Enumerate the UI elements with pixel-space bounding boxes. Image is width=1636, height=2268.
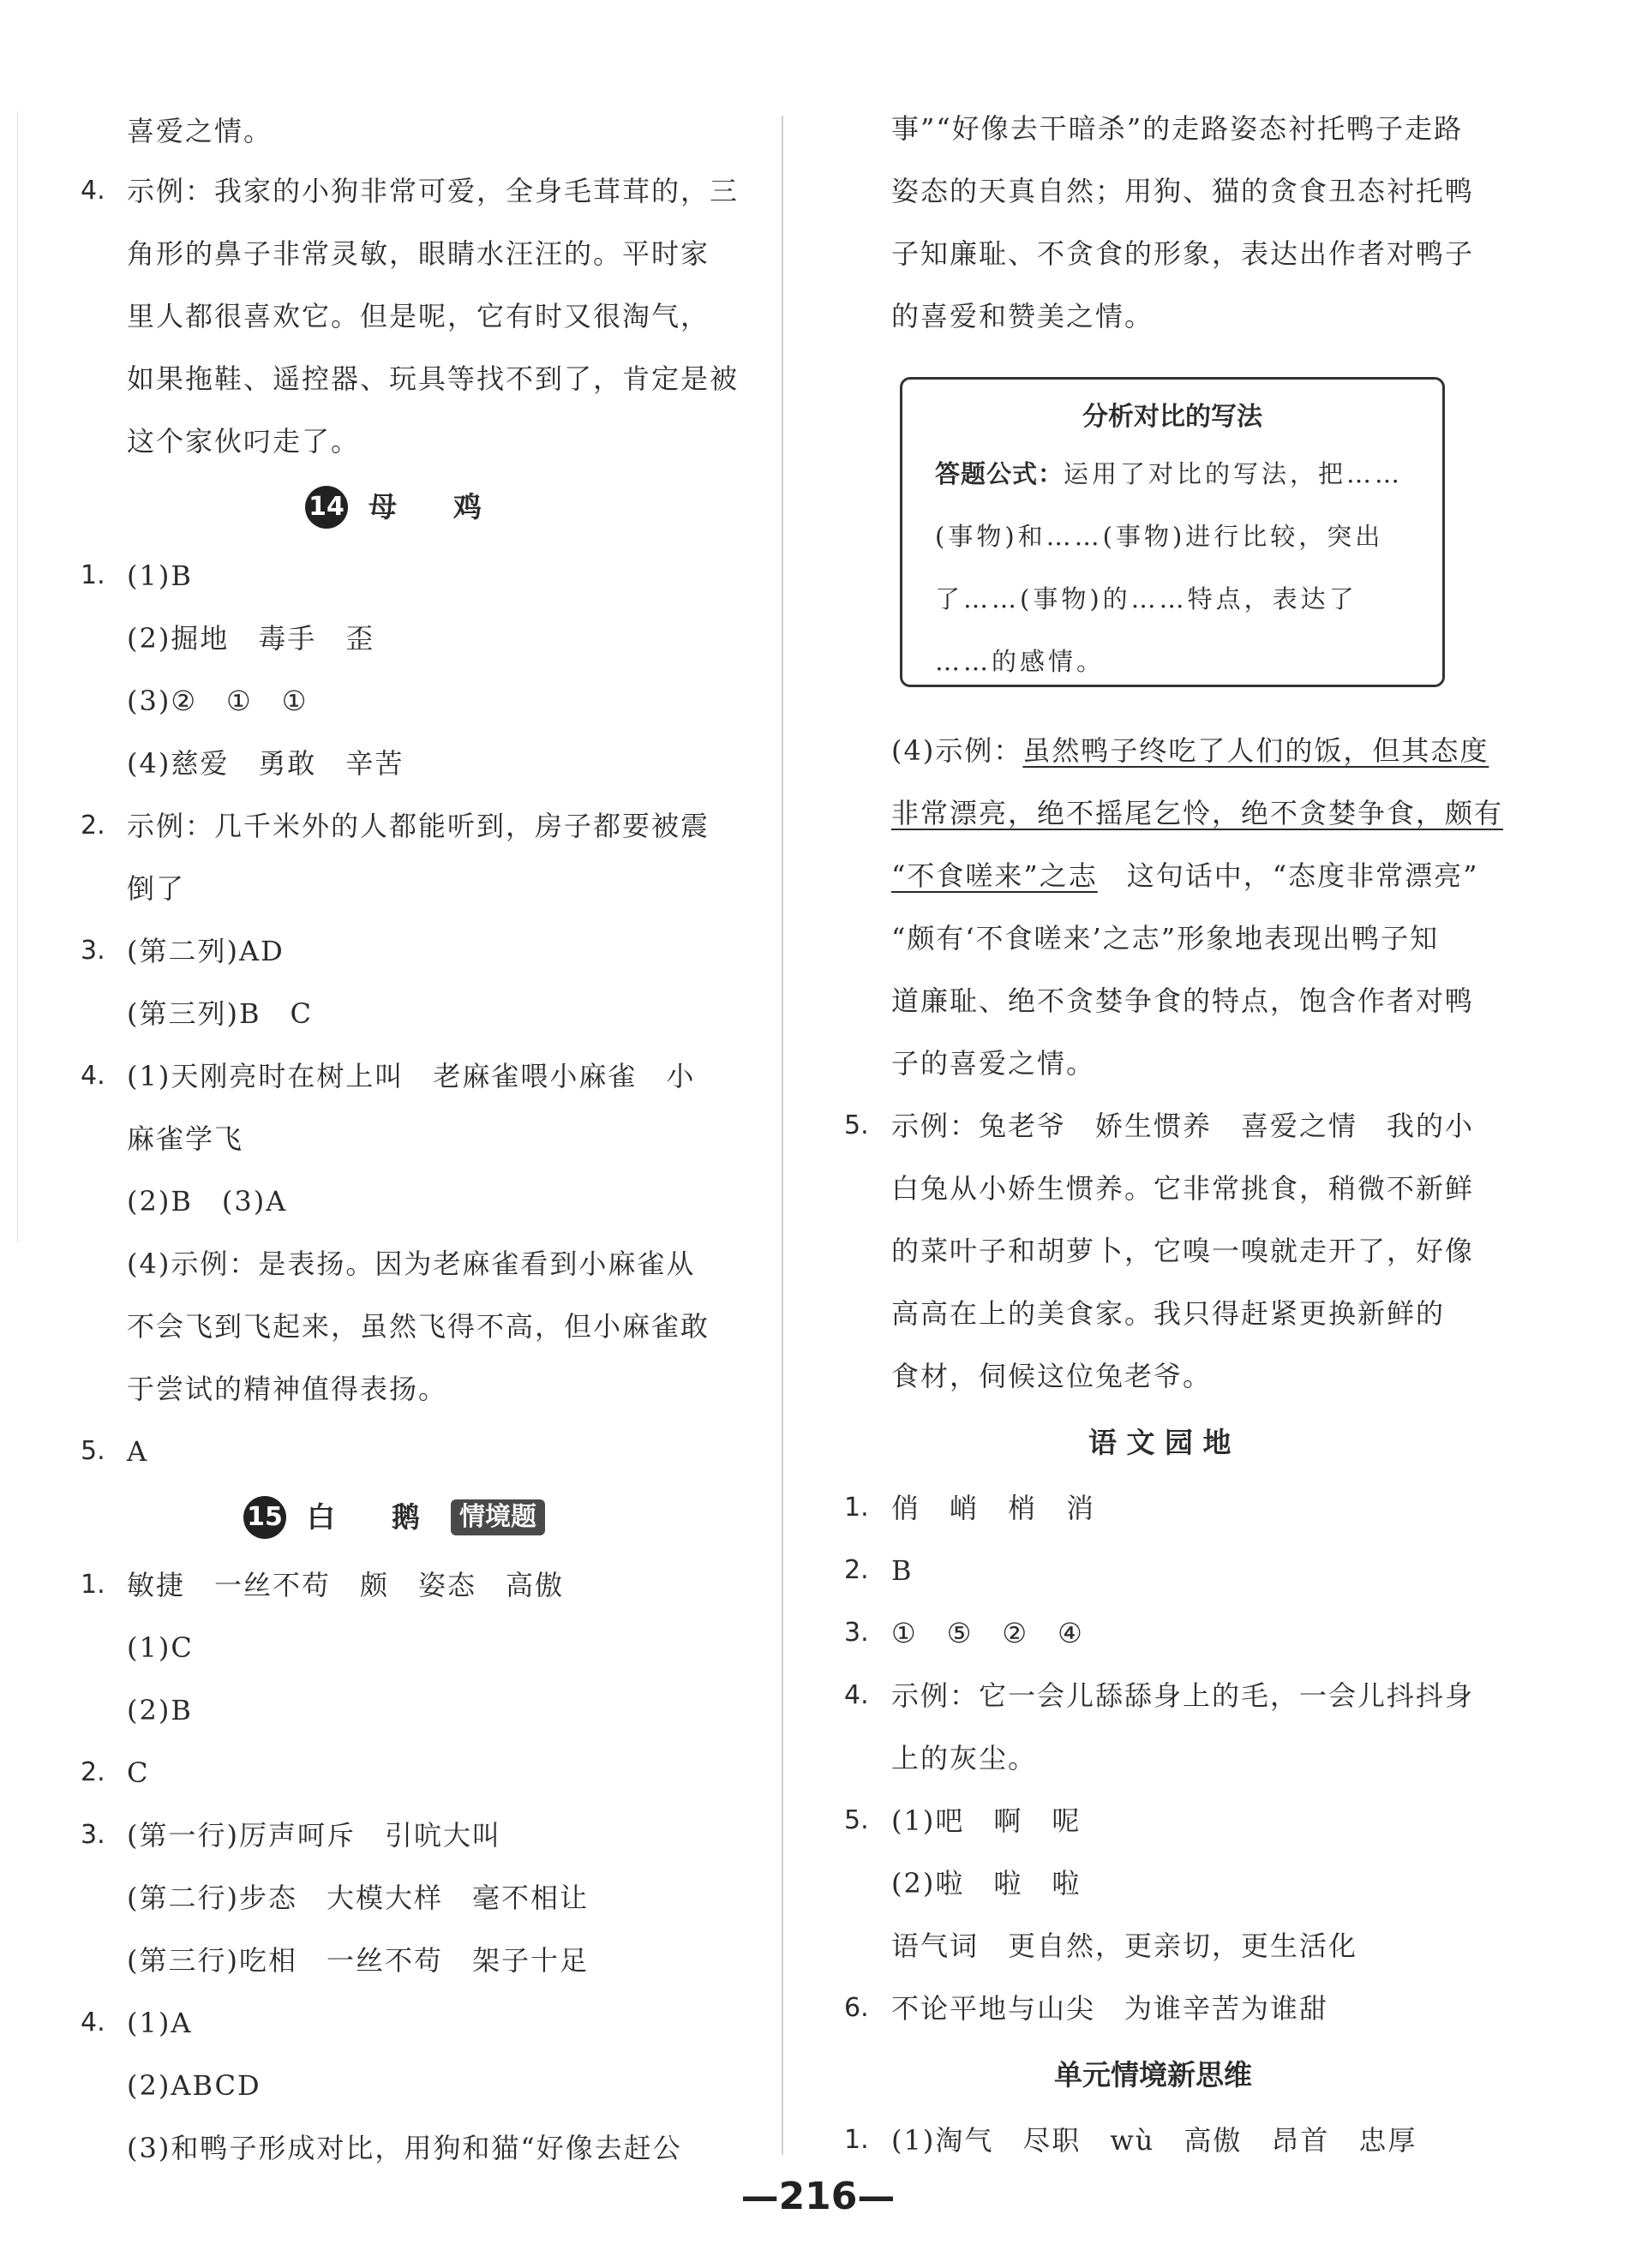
text-line: 食材，伺候这位兔老爷。 — [891, 1360, 1213, 1392]
formula-text: 运用了对比的写法，把…… — [1064, 459, 1404, 488]
text-line: 示例：兔老爷 娇生惯养 喜爱之情 我的小 — [891, 1110, 1475, 1142]
question-number: 6. — [844, 1993, 869, 2023]
text-line: 这个家伙叼走了。 — [127, 425, 361, 458]
text-line: (2)啦 啦 啦 — [891, 1867, 1082, 1900]
text-line: 不会飞到飞起来，虽然飞得不高，但小麻雀敢 — [127, 1310, 710, 1343]
text-line: (2)B (3)A — [127, 1185, 288, 1218]
question-number: 3. — [81, 1820, 105, 1850]
question-number: 4. — [844, 1680, 869, 1710]
text-line: (第三列)B C — [127, 997, 313, 1030]
text-line: 上的灰尘。 — [891, 1742, 1038, 1774]
text-line: (第二列)AD — [127, 935, 285, 967]
text-line: (2)ABCD — [127, 2069, 261, 2102]
text-line: 高高在上的美食家。我只得赶紧更换新鲜的 — [891, 1297, 1446, 1330]
text-line: 子的喜爱之情。 — [891, 1047, 1096, 1080]
underlined-sentence: 虽然鸭子终吃了人们的饭，但其态度 — [1022, 734, 1489, 767]
lesson-number-badge: 15 — [243, 1496, 286, 1539]
text-line: 角形的鼻子非常灵敏，眼睛水汪汪的。平时家 — [127, 237, 710, 270]
text-line: 敏捷 一丝不苟 颇 姿态 高傲 — [127, 1569, 565, 1601]
text-line: (1)B — [127, 560, 193, 592]
text-line: (3)和鸭子形成对比，用狗和猫“好像去赶公 — [127, 2132, 682, 2164]
section-title: 单元情境新思维 — [1054, 2058, 1252, 2091]
question-number: 3. — [81, 936, 105, 966]
section-title: 语 文 园 地 — [1088, 1426, 1231, 1459]
text-line: B — [891, 1554, 914, 1587]
tip-box-line: ……的感情。 — [935, 647, 1106, 676]
text-line: (1)A — [127, 2007, 193, 2039]
text-line: (2)掘地 毒手 歪 — [127, 622, 375, 655]
tip-box-line: (事物)和……(事物)进行比较，突出 — [935, 522, 1384, 551]
text-line: 示例：几千米外的人都能听到，房子都要被震 — [127, 810, 710, 842]
text-line: (1)淘气 尽职 wù 高傲 昂首 忠厚 — [891, 2124, 1417, 2157]
text-line: 示例：它一会儿舔舔身上的毛，一会儿抖抖身 — [891, 1679, 1475, 1712]
question-number: 5. — [81, 1436, 105, 1466]
text-line: (1)天刚亮时在树上叫 老麻雀喂小麻雀 小 — [127, 1060, 696, 1092]
text-line: 语气词 更自然，更亲切，更生活化 — [891, 1930, 1358, 1962]
question-number: 5. — [844, 1110, 869, 1140]
text-line: C — [127, 1756, 150, 1789]
scenario-question-tag: 情境题 — [451, 1499, 545, 1535]
answer-prefix: (4)示例： — [891, 734, 1023, 767]
text-line: 白兔从小娇生惯养。它非常挑食，稍微不新鲜 — [891, 1172, 1475, 1205]
text-line: 的喜爱和赞美之情。 — [891, 300, 1154, 332]
text-line: “颇有‘不食嗟来’之志”形象地表现出鸭子知 — [891, 922, 1440, 954]
question-number: 1. — [81, 1570, 105, 1600]
text-line: 的菜叶子和胡萝卜，它嗅一嗅就走开了，好像 — [891, 1235, 1475, 1267]
text-line: (4)示例：是表扬。因为老麻雀看到小麻雀从 — [127, 1248, 696, 1280]
question-number: 1. — [81, 560, 105, 590]
question-number: 1. — [844, 1493, 869, 1523]
text-line: 子知廉耻、不贪食的形象，表达出作者对鸭子 — [891, 237, 1475, 270]
text-line: ① ⑤ ② ④ — [891, 1617, 1084, 1649]
text-line: (2)B — [127, 1694, 193, 1726]
text-line — [891, 796, 1503, 830]
text-line: 不论平地与山尖 为谁辛苦为谁甜 — [891, 1992, 1329, 2025]
formula-label: 答题公式： — [935, 459, 1064, 488]
text-line: 事”“好像去干暗杀”的走路姿态衬托鸭子走路 — [891, 112, 1464, 145]
question-number: 2. — [81, 811, 105, 841]
lesson-title: 母 鸡 — [369, 490, 482, 524]
text-line: 道廉耻、绝不贪婪争食的特点，饱含作者对鸭 — [891, 984, 1475, 1017]
text-span: 这句话中，“态度非常漂亮” — [1097, 859, 1479, 892]
question-number: 5. — [844, 1805, 869, 1835]
question-number: 2. — [844, 1555, 869, 1585]
text-line: (1)吧 啊 呢 — [891, 1804, 1082, 1837]
lesson-title: 白 鹅 — [307, 1500, 420, 1534]
text-line — [891, 733, 1489, 768]
text-line: (第一行)厉声呵斥 引吭大叫 — [127, 1819, 501, 1852]
method-tip-box — [900, 377, 1445, 687]
page-number: —216— — [740, 2175, 896, 2218]
text-line — [891, 859, 1478, 893]
question-number: 4. — [81, 1061, 105, 1091]
text-line: 于尝试的精神值得表扬。 — [127, 1373, 448, 1405]
text-line: (第三行)吃相 一丝不苟 架子十足 — [127, 1944, 589, 1977]
margin-rule — [17, 111, 18, 1242]
underlined-sentence: 非常漂亮，绝不摇尾乞怜，绝不贪婪争食，颇有 — [891, 797, 1504, 829]
tip-box-line: 了……(事物)的……特点，表达了 — [935, 584, 1357, 613]
question-number: 4. — [81, 176, 105, 206]
text-line: 麻雀学飞 — [127, 1122, 244, 1155]
text-line: (第二行)步态 大模大样 毫不相让 — [127, 1882, 589, 1914]
text-line: (4)慈爱 勇敢 辛苦 — [127, 747, 405, 780]
text-line: A — [127, 1435, 149, 1468]
text-line: (1)C — [127, 1631, 194, 1664]
text-line: 如果拖鞋、遥控器、玩具等找不到了，肯定是被 — [127, 362, 740, 395]
text-line: 倒了 — [127, 872, 186, 905]
tip-box-line — [935, 457, 1403, 491]
question-number: 2. — [81, 1757, 105, 1787]
text-line: 示例：我家的小狗非常可爱，全身毛茸茸的，三 — [127, 175, 740, 207]
column-divider — [782, 116, 783, 2155]
text-line: 喜爱之情。 — [127, 115, 273, 147]
question-number: 1. — [844, 2125, 869, 2155]
lesson-number-badge: 14 — [305, 486, 348, 529]
question-number: 4. — [81, 2008, 105, 2038]
text-line: 里人都很喜欢它。但是呢，它有时又很淘气， — [127, 300, 710, 332]
tip-box-title: 分析对比的写法 — [1082, 402, 1262, 432]
question-number: 3. — [844, 1618, 869, 1648]
text-line: (3)② ① ① — [127, 685, 309, 717]
text-line: 俏 峭 梢 消 — [891, 1492, 1096, 1524]
underlined-sentence: “不食嗟来”之志 — [891, 859, 1098, 892]
text-line: 姿态的天真自然；用狗、猫的贪食丑态衬托鸭 — [891, 175, 1475, 207]
